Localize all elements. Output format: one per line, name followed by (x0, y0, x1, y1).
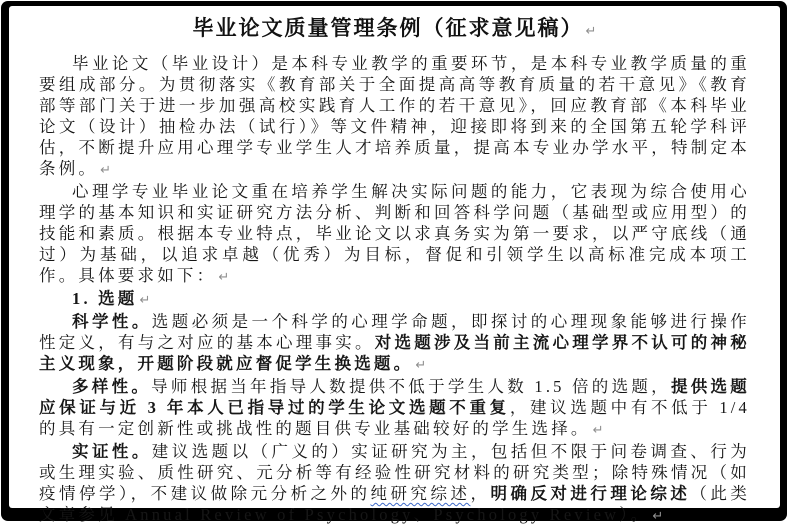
term-label: 科学性。 (72, 312, 152, 331)
paragraph-empiricism (39, 441, 750, 527)
text-run: 建议选题以（广义的）实证研究为主，包括但不限于问卷调查、行为或生理实验、质性研究、元分析等有经验性研究材料的研究类型；除特殊情况（如疫情停学），不建议做除元分析之外的 (39, 442, 750, 503)
text-run: ，建议选题中有不低于 1/4 的具有一定创新性或挑战性的题目供专业基础较好的学生选择。 (39, 398, 751, 438)
text-run: ， (470, 484, 491, 503)
text-run: 选题必须是一个科学的心理学命题，即探讨的心理现象能够进行操作性定义，有与之对应的基本心理事实。 (39, 312, 750, 352)
text-run-spellcheck: 纯研究综述 (370, 484, 471, 503)
screenshot-frame (1, 1, 787, 524)
paragraph-preamble-2 (39, 181, 750, 288)
paragraph-return-icon: ↵ (100, 163, 112, 178)
document-content (9, 6, 780, 527)
document-title-text: 毕业论文质量管理条例（征求意见稿） (192, 17, 584, 40)
paragraph-return-icon: ↵ (415, 358, 427, 373)
paragraph-return-icon: ↵ (585, 24, 597, 39)
paragraph-return-icon: ↵ (652, 509, 664, 524)
text-run: 导师根据当年指导人数提供不低于学生人数 1.5 倍的选题， (151, 377, 671, 396)
section-heading-text: 1. 选题 (72, 289, 138, 308)
document-page (9, 6, 780, 524)
text-run-bold: 对选题涉及当前主流心理学界不认可的神秘主义现象，开题阶段就应督促学生换选题。 (39, 333, 750, 373)
text-run: （此类文章参见 Annual Review of Psychology、Psychology Review）。 (39, 484, 751, 524)
document-title (39, 15, 750, 46)
term-label: 实证性。 (72, 442, 152, 461)
paragraph-return-icon: ↵ (218, 270, 230, 285)
paragraph-return-icon: ↵ (139, 293, 151, 308)
text-run-bold: 明确反对进行理论综述 (490, 484, 691, 503)
text-run: 心理学专业毕业论文重在培养学生解决实际问题的能力，它表现为综合使用心理学的基本知识和实证研究方法分析、判断和回答科学问题（基础型或应用型）的技能和素质。根据本专业特点，毕业论文以求真务实为第一要求，以严守底线（通过）为基础，以追求卓越（优秀）为目标，督促和引领学生以高标准完成本项工作。具体要求如下： (39, 182, 750, 285)
paragraph-diversity (39, 376, 750, 441)
text-run: 毕业论文（毕业设计）是本科专业教学的重要环节，是本科专业教学质量的重要组成部分。为贯彻落实《教育部关于全面提高高等教育质量的若干意见》《教育部等部门关于进一步加强高校实践育人工作的若干意见》，回应教育部《本科毕业论文（设计）抽检办法（试行）》等文件精神，迎接即将到来的全国第五轮学科评估，不断提升应用心理学专业学生人才培养质量，提高本专业办学水平，特制定本条例。 (39, 54, 750, 178)
section-heading-topic-selection (39, 288, 750, 311)
term-label: 多样性。 (72, 377, 152, 396)
paragraph-scientificity (39, 311, 750, 376)
paragraph-return-icon: ↵ (592, 423, 604, 438)
paragraph-preamble-1 (39, 53, 750, 181)
text-run-bold: 提供选题应保证与近 3 年本人已指导过的学生论文选题不重复 (39, 377, 750, 417)
